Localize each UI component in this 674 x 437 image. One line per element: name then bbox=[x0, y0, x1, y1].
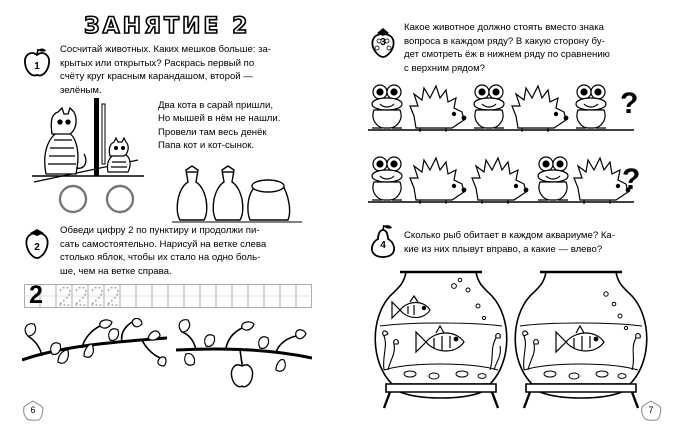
sacks-illustration bbox=[172, 160, 302, 224]
hedgehog bbox=[410, 158, 466, 204]
task-2-number: 2 bbox=[34, 242, 40, 253]
lesson-title: ЗАНЯТИЕ 2 bbox=[84, 14, 251, 39]
aquarium-left bbox=[370, 266, 512, 414]
big-cat bbox=[45, 108, 86, 174]
page-number-right: 7 bbox=[648, 405, 654, 415]
poem: Два кота в сарай пришли, Но мышей в нём не нашли. Провели там весь денёк Папа кот и кот-сынок. bbox=[158, 100, 281, 152]
cats-in-barn-illustration bbox=[28, 98, 148, 188]
animal-row-bottom bbox=[366, 150, 636, 206]
branch-right[interactable] bbox=[176, 318, 312, 390]
frog bbox=[576, 85, 606, 128]
page-number-left: 6 bbox=[30, 405, 36, 415]
trace-sample-digit: 2 bbox=[29, 281, 43, 309]
answer-circle-2[interactable] bbox=[105, 184, 135, 214]
task-3-number: 3 bbox=[380, 37, 386, 48]
task-2-text: Обведи цифру 2 по пунктиру и продолжи пи- сать самостоятельно. Нарисуй на ветке слева столько яблок, чтобы их стало на одно боль- ше, чем на ветке справа. bbox=[60, 225, 267, 277]
question-mark-row-top[interactable]: ? bbox=[620, 87, 639, 120]
apple-on-branch bbox=[231, 362, 252, 387]
question-mark-row-bottom[interactable]: ? bbox=[622, 163, 641, 196]
animal-row-top bbox=[366, 80, 639, 134]
aquarium-right bbox=[510, 266, 652, 414]
kitten bbox=[107, 138, 130, 172]
hedgehog bbox=[472, 158, 528, 204]
task-1-number: 1 bbox=[34, 61, 40, 72]
answer-circle-1[interactable] bbox=[58, 184, 88, 214]
frog bbox=[372, 157, 402, 200]
hedgehog bbox=[512, 86, 568, 132]
task-4-number: 4 bbox=[380, 240, 386, 251]
hedgehog bbox=[410, 86, 466, 132]
branch-left[interactable] bbox=[22, 318, 167, 378]
trace-digit-grid[interactable] bbox=[24, 281, 312, 309]
task-1-text: Сосчитай животных. Каких мешков больше: за- крытых или открытых? Раскрась первый по счёту круг красным карандашом, второй — зелёным. bbox=[60, 44, 272, 96]
frog bbox=[538, 157, 568, 200]
frog bbox=[474, 85, 504, 128]
task-4-text: Сколько рыб обитает в каждом аквариуме? Ка- кие из них плывут вправо, а какие — влево? bbox=[404, 230, 615, 255]
task-3-text: Какое животное должно стоять вместо знака вопроса в каждом ряду? В какую сторону бу- дет смотреть ёж в нижнем ряду по сравнению с верхним рядом? bbox=[404, 22, 610, 74]
frog bbox=[372, 85, 402, 128]
